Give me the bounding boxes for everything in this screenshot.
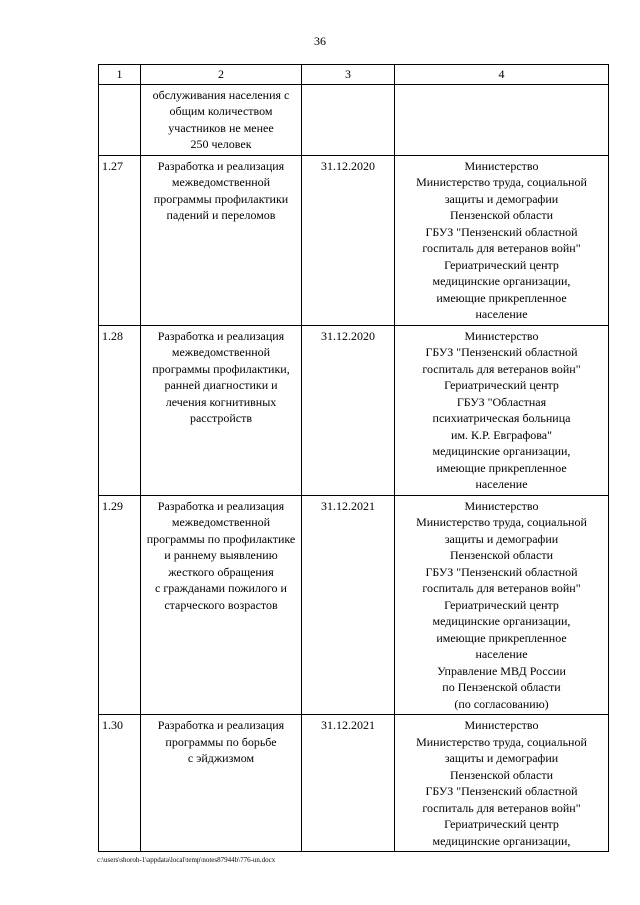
executor-line: Пензенской области bbox=[450, 548, 553, 562]
task-line: программы по борьбе bbox=[165, 734, 277, 749]
task-description bbox=[141, 84, 302, 155]
executor-line: ГБУЗ "Пензенский областной bbox=[425, 784, 578, 798]
table-row bbox=[99, 495, 609, 715]
executor-line: Министерство труда, социальной bbox=[416, 515, 587, 529]
task-line: межведомственной bbox=[171, 515, 271, 529]
task-line: программы по профилактике bbox=[146, 531, 296, 546]
executor-line: ГБУЗ "Областная bbox=[456, 394, 547, 409]
responsible-executors bbox=[395, 495, 609, 715]
plan-table bbox=[98, 64, 609, 852]
executor-line: госпиталь для ветеранов войн" bbox=[422, 800, 581, 815]
column-header: 4 bbox=[395, 65, 609, 85]
executor-line: Управление МВД России bbox=[437, 663, 566, 678]
footer-file-path: c:\users\shoroh-1\appdata\local\temp\notes87944b\776-un.docx bbox=[97, 856, 276, 864]
task-description bbox=[141, 325, 302, 495]
executor-line: защиты и демографии bbox=[444, 191, 559, 206]
deadline-date: 31.12.2020 bbox=[302, 325, 395, 495]
task-line: ранней диагностики и bbox=[164, 378, 278, 392]
header-row bbox=[99, 65, 609, 85]
item-number: 1.29 bbox=[99, 495, 141, 715]
executor-line: защиты и демографии bbox=[444, 751, 559, 765]
task-line: расстройств bbox=[189, 411, 253, 425]
task-line: Разработка и реализация bbox=[157, 498, 285, 513]
executor-line: имеющие прикрепленное bbox=[436, 460, 567, 475]
executor-line: Министерство bbox=[464, 328, 539, 343]
task-line: с гражданами пожилого и bbox=[155, 581, 287, 595]
executor-line: ГБУЗ "Пензенский областной bbox=[425, 345, 578, 359]
executor-line: Пензенской области bbox=[450, 208, 553, 222]
executor-line: госпиталь для ветеранов войн" bbox=[422, 241, 581, 255]
task-line: межведомственной bbox=[171, 345, 271, 359]
task-line: старческого возрастов bbox=[164, 597, 278, 612]
task-line: Разработка и реализация bbox=[157, 158, 285, 173]
task-line: и раннему выявлению bbox=[164, 548, 278, 562]
executor-line: защиты и демографии bbox=[444, 531, 559, 546]
executor-line: Гериатрический центр bbox=[444, 597, 559, 612]
item-number: 1.27 bbox=[99, 155, 141, 325]
executor-line: население bbox=[475, 307, 528, 321]
executor-line: население bbox=[475, 477, 528, 491]
responsible-executors bbox=[395, 715, 609, 852]
executor-line: госпиталь для ветеранов войн" bbox=[422, 581, 581, 595]
executor-line: Министерство труда, социальной bbox=[416, 175, 587, 189]
deadline-date bbox=[302, 84, 395, 155]
executor-line: население bbox=[475, 647, 528, 661]
responsible-executors bbox=[395, 155, 609, 325]
item-number: 1.28 bbox=[99, 325, 141, 495]
deadline-date: 31.12.2020 bbox=[302, 155, 395, 325]
executor-line: медицинские организации, bbox=[432, 833, 571, 848]
task-line: Разработка и реализация bbox=[157, 328, 285, 343]
item-number: 1.30 bbox=[99, 715, 141, 852]
responsible-executors bbox=[395, 84, 609, 155]
page-number: 36 bbox=[314, 34, 326, 48]
executor-line: Гериатрический центр bbox=[444, 257, 559, 272]
deadline-date: 31.12.2021 bbox=[302, 715, 395, 852]
executor-line: Министерство bbox=[464, 158, 539, 173]
task-description bbox=[141, 155, 302, 325]
task-line: лечения когнитивных bbox=[165, 394, 277, 409]
task-line: Разработка и реализация bbox=[157, 718, 285, 732]
executor-line: медицинские организации, bbox=[432, 614, 571, 628]
task-description bbox=[141, 495, 302, 715]
column-header: 3 bbox=[302, 65, 395, 85]
task-line: участников не менее bbox=[168, 120, 274, 135]
executor-line: (по согласованию) bbox=[454, 696, 549, 711]
table-row bbox=[99, 325, 609, 495]
executor-line: Министерство bbox=[464, 718, 539, 732]
executor-line: ГБУЗ "Пензенский областной bbox=[425, 564, 578, 579]
plan-table-body bbox=[99, 84, 609, 852]
task-description bbox=[141, 715, 302, 852]
executor-line: медицинские организации, bbox=[432, 274, 571, 288]
executor-line: медицинские организации, bbox=[432, 444, 571, 458]
executor-line: Гериатрический центр bbox=[444, 378, 559, 392]
task-line: программы профилактики bbox=[153, 191, 289, 206]
executor-line: Министерство труда, социальной bbox=[416, 734, 587, 749]
executor-line: по Пензенской области bbox=[442, 680, 561, 694]
column-header: 2 bbox=[141, 65, 302, 85]
column-header: 1 bbox=[99, 65, 141, 85]
deadline-date: 31.12.2021 bbox=[302, 495, 395, 715]
executor-line: Министерство bbox=[464, 498, 539, 513]
task-line: жесткого обращения bbox=[168, 564, 274, 579]
executor-line: имеющие прикрепленное bbox=[436, 290, 567, 305]
table-row bbox=[99, 84, 609, 155]
task-line: 250 человек bbox=[190, 137, 252, 151]
task-line: обслуживания населения с bbox=[152, 87, 290, 102]
table-row bbox=[99, 155, 609, 325]
executor-line: госпиталь для ветеранов войн" bbox=[422, 361, 581, 376]
task-line: программы профилактики, bbox=[152, 361, 290, 376]
task-line: падений и переломов bbox=[166, 208, 276, 222]
executor-line: Пензенской области bbox=[450, 767, 553, 782]
task-line: межведомственной bbox=[171, 175, 271, 189]
task-line: общим количеством bbox=[169, 104, 273, 118]
executor-line: им. К.Р. Евграфова" bbox=[451, 427, 552, 442]
table-row bbox=[99, 715, 609, 852]
executor-line: Гериатрический центр bbox=[444, 817, 559, 831]
executor-line: имеющие прикрепленное bbox=[436, 630, 567, 645]
item-number bbox=[99, 84, 141, 155]
executor-line: ГБУЗ "Пензенский областной bbox=[425, 224, 578, 239]
task-line: с эйджизмом bbox=[187, 751, 255, 765]
responsible-executors bbox=[395, 325, 609, 495]
executor-line: психиатрическая больница bbox=[432, 411, 571, 425]
